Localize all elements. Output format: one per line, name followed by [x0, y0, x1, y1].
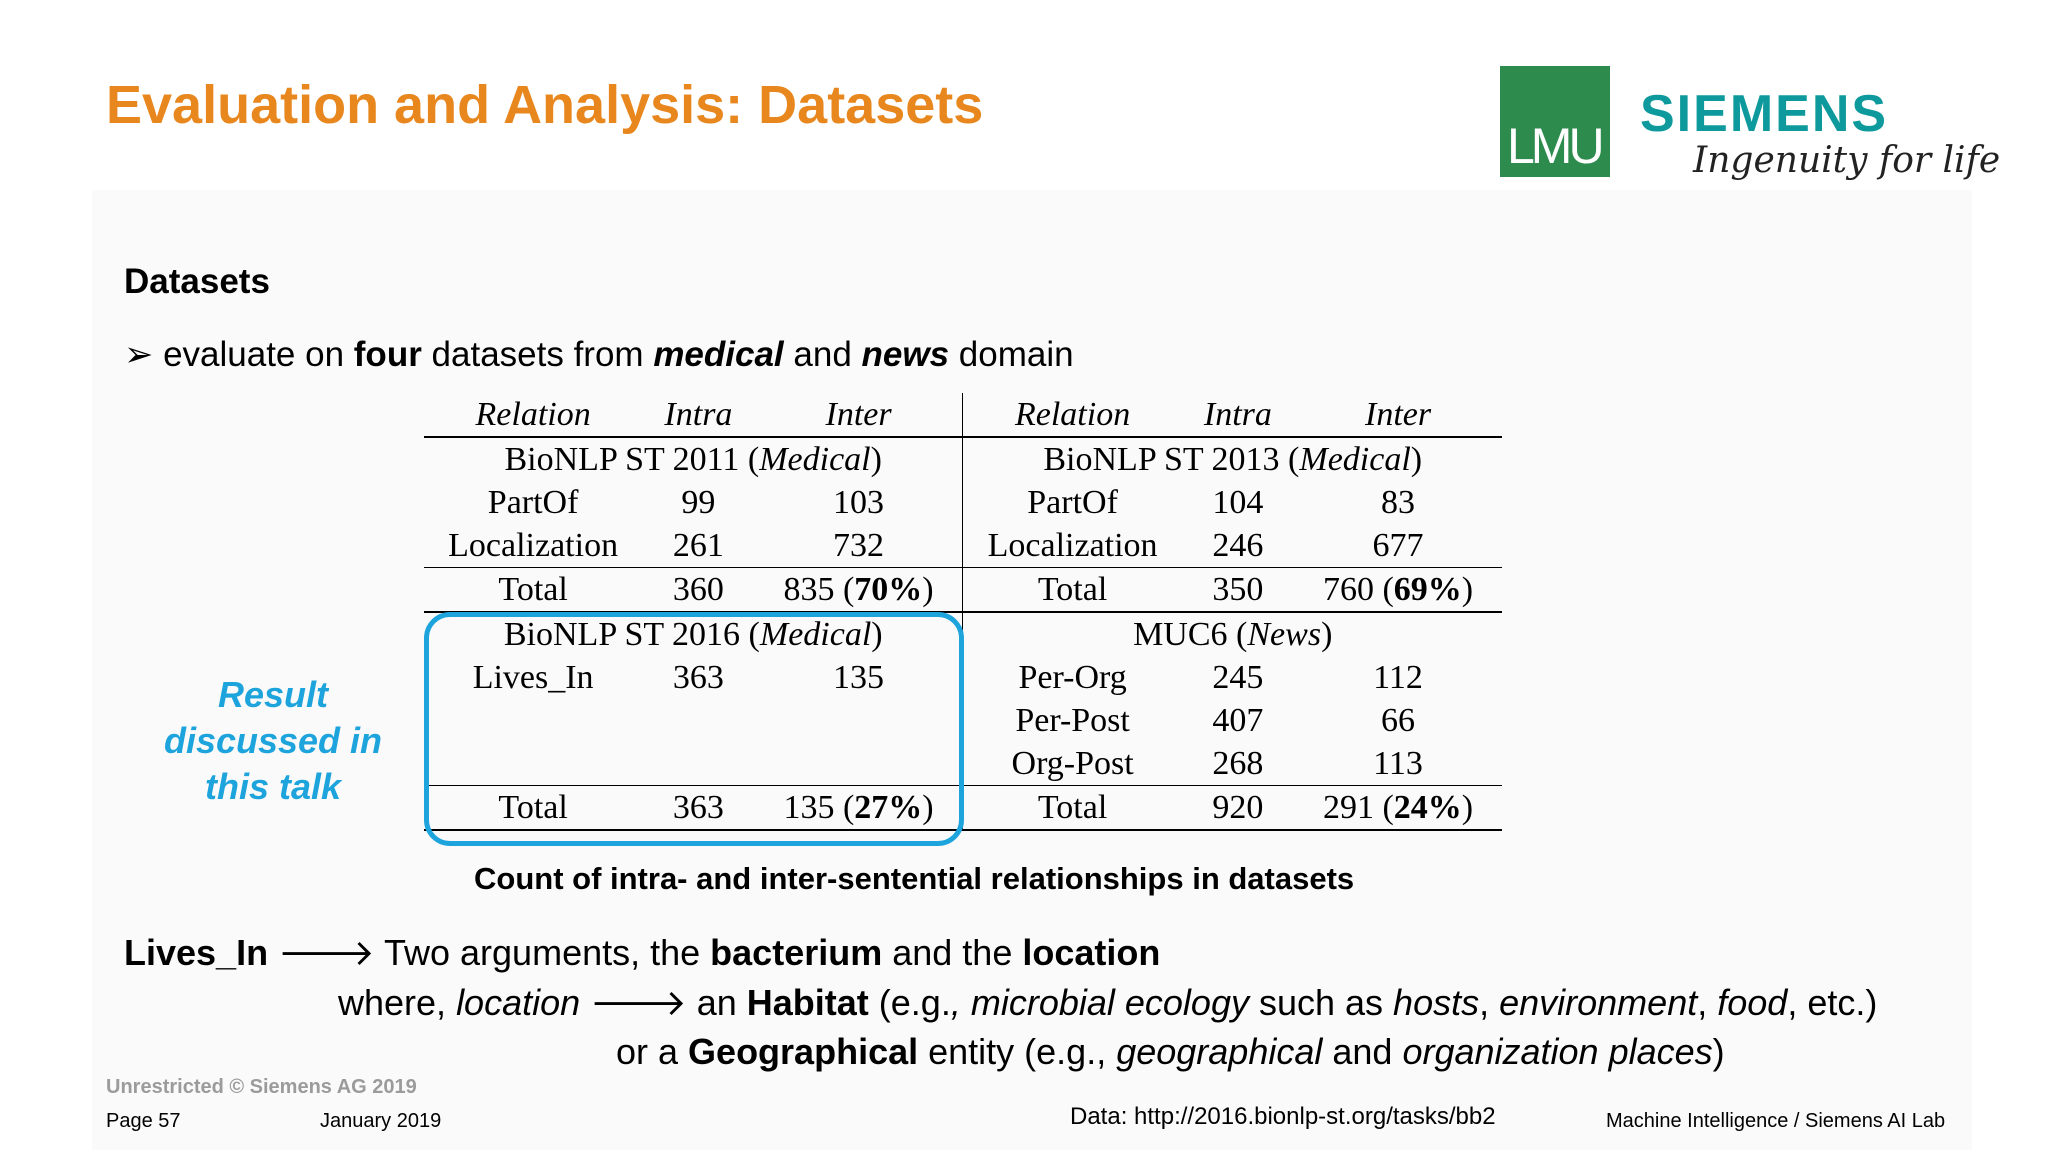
lives-in-line3: or a Geographical entity (e.g., geographical and organization places): [616, 1031, 1725, 1072]
bullet-medical: medical: [653, 335, 784, 374]
table-total-row: Total 360 835 (70%) Total 350 760 (69%): [424, 568, 1502, 613]
dataset-title: BioNLP ST 2011 (Medical): [504, 440, 882, 478]
col-intra: Intra: [642, 393, 754, 437]
lives-in-term: Lives_In: [124, 932, 269, 973]
footer-date: January 2019: [320, 1110, 442, 1132]
lmu-logo-text: LMU: [1507, 118, 1601, 174]
col-intra: Intra: [1182, 393, 1294, 437]
col-relation: Relation: [963, 393, 1182, 437]
bullet-text-3: and: [783, 335, 862, 374]
table-row: Per-Post 407 66: [424, 699, 1502, 742]
bullet-text-2: datasets from: [421, 335, 654, 374]
lives-in-line2: where, location 🡒 an Habitat (e.g., microbial ecology such as hosts, environment, food, etc.): [338, 982, 1878, 1023]
footer-page-number: Page 57: [106, 1110, 181, 1132]
bullet-line: [124, 335, 1074, 375]
table-row: Lives_In 363 135 Per-Org 245 112: [424, 656, 1502, 699]
footer-copyright: Unrestricted © Siemens AG 2019: [106, 1076, 417, 1098]
footer-lab: Machine Intelligence / Siemens AI Lab: [1606, 1110, 1946, 1132]
arrow-right-icon: 🡒: [278, 932, 375, 973]
dataset-title: MUC6 (News): [963, 612, 1502, 656]
table-total-row: Total 363 135 (27%) Total 920 291 (24%): [424, 786, 1502, 831]
siemens-logo: SIEMENS: [1640, 85, 1889, 143]
arrow-bullet-icon: ➢: [124, 335, 154, 374]
bullet-bold-four: four: [353, 335, 422, 374]
highlight-box: [424, 612, 964, 846]
dataset-title: BioNLP ST 2013 (Medical): [963, 437, 1502, 481]
section-heading: Datasets: [124, 262, 270, 301]
table-row: PartOf 99 103 PartOf 104 83: [424, 481, 1502, 524]
dataset-title-row: [424, 437, 1502, 481]
table-row: Localization 261 732 Localization 246 677: [424, 524, 1502, 568]
lives-in-definition: Lives_In 🡒 Two arguments, the bacterium and the location: [124, 932, 1161, 973]
siemens-tagline: Ingenuity for life: [1693, 140, 2001, 181]
bullet-text-1: evaluate on: [163, 335, 354, 374]
dataset-title: BioNLP ST 2016 (Medical): [503, 615, 883, 653]
slide-title: Evaluation and Analysis: Datasets: [106, 75, 984, 135]
table-row: Org-Post 268 113: [424, 742, 1502, 786]
footer-data-source: Data: http://2016.bionlp-st.org/tasks/bb2: [1070, 1103, 1496, 1130]
table-caption: Count of intra- and inter-sentential relationships in datasets: [474, 861, 1355, 896]
bullet-text-4: domain: [949, 335, 1074, 374]
lmu-logo: [1500, 66, 1610, 177]
col-relation: Relation: [424, 393, 642, 437]
table-header-row: [424, 393, 1502, 437]
col-inter: Inter: [755, 393, 963, 437]
result-note: Result discussed in this talk: [163, 674, 383, 807]
arrow-right-icon: 🡒: [590, 982, 687, 1023]
bullet-news: news: [861, 335, 950, 374]
col-inter: Inter: [1294, 393, 1502, 437]
